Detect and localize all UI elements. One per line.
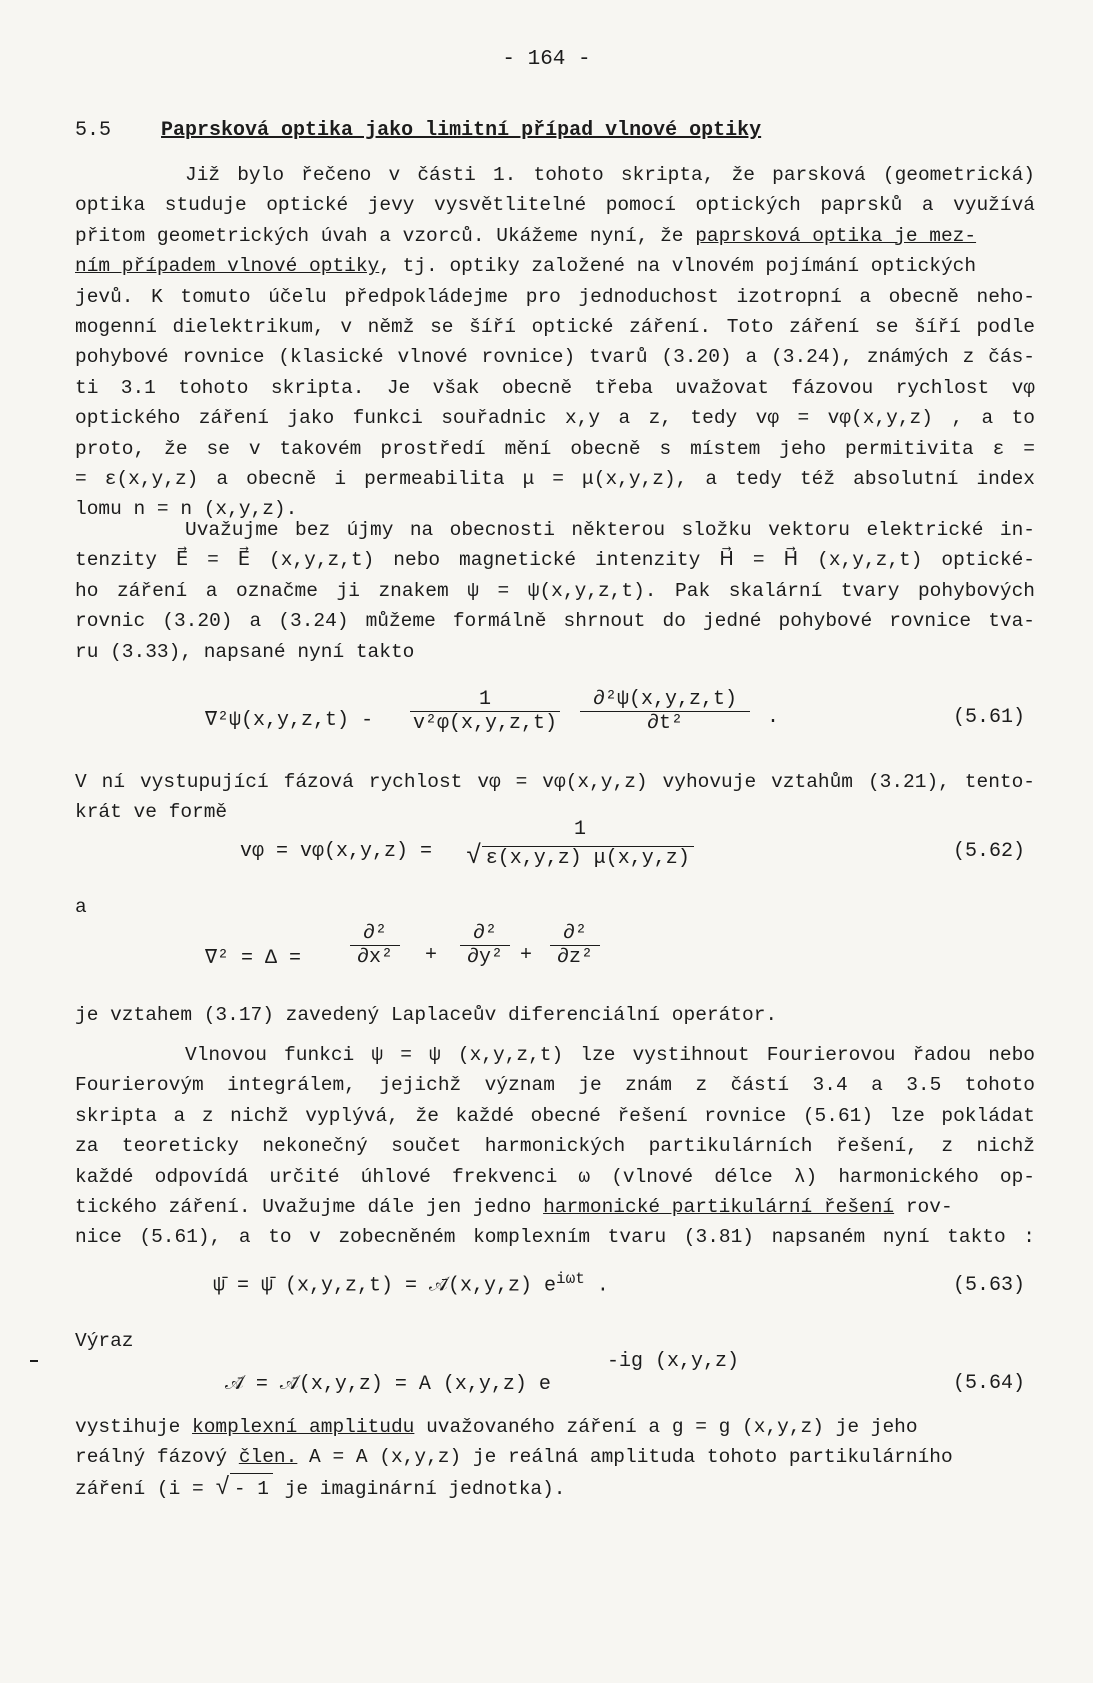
eq-lhs: vφ = vφ(x,y,z) = [240, 840, 433, 863]
eq-term-y [460, 922, 510, 969]
sqrt-icon: √ [466, 841, 482, 871]
eq-numerator: 1 [573, 818, 586, 841]
eq-exponent: -ig (x,y,z) [607, 1350, 740, 1373]
text-line: krát ve formě [75, 801, 228, 824]
text-line: ru (3.33), napsané nyní takto [75, 640, 415, 663]
paragraph-2 [75, 515, 1035, 667]
eq-fraction [455, 818, 705, 871]
text-line: mogenní dielektrikum, v němž se šíří optické záření. Toto záření se šíří podle [75, 316, 1035, 339]
and-label: a [75, 896, 87, 918]
section-title: Paprsková optika jako limitní případ vlnové optiky [161, 119, 762, 142]
text-line: lomu n = n (x,y,z). [75, 498, 298, 521]
text-run: záření (i = [75, 1477, 216, 1500]
paragraph-5 [75, 1040, 1035, 1253]
eq-lhs [213, 1270, 609, 1298]
text-line: je vztahem (3.17) zavedený Laplaceův diferenciální operátor. [75, 1004, 778, 1026]
eq-term-z [550, 922, 600, 969]
text-line: Vlnovou funkci ψ = ψ (x,y,z,t) lze vystihnout Fourierovou řadou nebo [185, 1044, 1035, 1066]
eq-denominator: v²φ(x,y,z,t) [410, 711, 560, 735]
text-line: za teoreticky nekonečný součet harmonických partikulárních řešení, z nichž [75, 1135, 1035, 1158]
eq-dot: . [767, 706, 780, 729]
eq-derivative [580, 688, 750, 735]
text-line [75, 1473, 1035, 1504]
text-line: jevů. K tomuto účelu předpokládejme pro jednoduchost izotropní a obecně neho- [75, 285, 1035, 308]
underlined-term: člen. [238, 1446, 298, 1469]
text-line: ho záření a označme ji znakem ψ = ψ(x,y,z,t). Pak skalární tvary pohybových [75, 579, 1035, 602]
text-line: pohybové rovnice (klasické vlnové rovnice) tvarů (3.20) a (3.24), známých z čás- [75, 346, 1035, 369]
underlined-term: komplexní amplitudu [192, 1416, 415, 1438]
section-heading [75, 119, 761, 142]
equation-5-63 [75, 1262, 1035, 1302]
paragraph-1 [75, 160, 1035, 525]
text-run: rov- [905, 1196, 953, 1219]
eq-term-x [350, 922, 400, 969]
text-run: je imaginární jednotka). [272, 1477, 566, 1500]
underlined-term: harmonické partikulární řešení [543, 1196, 895, 1219]
eq-term-numerator: ∂² [362, 922, 387, 945]
text-line [75, 1412, 1035, 1442]
eq-term-denominator: ∂y² [460, 945, 510, 969]
text-line: každé odpovídá určité úhlové frekvenci ω (vlnové délce λ) harmonického op- [75, 1165, 1035, 1188]
text-line [75, 221, 1035, 251]
text-run: reálný fázový [75, 1446, 239, 1469]
text-run: , tj. optiky založené na vlnovém pojímání optických [379, 255, 977, 278]
eq-fraction [410, 688, 560, 735]
eq-term-denominator: ∂z² [550, 945, 600, 969]
underlined-term: paprsková optika je mez- [695, 224, 977, 247]
eq-radicand: ε(x,y,z) μ(x,y,z) [482, 846, 694, 870]
eq-plus: + [520, 944, 533, 967]
eq-derivative-denominator: ∂t² [580, 711, 750, 735]
equation-laplace [75, 922, 1035, 992]
eq-number: (5.64) [952, 1372, 1025, 1395]
sqrt-radicand: - 1 [230, 1473, 273, 1504]
text-run: A = A (x,y,z) je reálná amplituda tohoto partikulárního [297, 1446, 953, 1469]
equation-5-61 [75, 688, 1035, 758]
text-line: tenzity E⃗ = E⃗ (x,y,z,t) nebo magnetické intenzity H⃗ = H⃗ (x,y,z,t) optické- [75, 549, 1035, 572]
eq-plus: + [425, 944, 438, 967]
text-line: skripta a z nichž vyplývá, že každé obecné řešení rovnice (5.61) lze pokládat [75, 1104, 1035, 1127]
text-line: nice (5.61), a to v zobecněném komplexním tvaru (3.81) napsaném nyní takto : [75, 1226, 1035, 1249]
text-line [75, 1192, 1035, 1222]
text-run: přitom geometrických úvah a vzorců. Ukážeme nyní, že [75, 224, 696, 247]
equation-5-64 [75, 1350, 1035, 1400]
page-number: - 164 - [502, 48, 591, 71]
eq-derivative-numerator: ∂²ψ(x,y,z,t) [592, 688, 738, 711]
text-line [75, 1442, 1035, 1472]
paragraph-6 [75, 1412, 1035, 1504]
eq-number: (5.63) [952, 1274, 1025, 1297]
eq-number: (5.61) [952, 706, 1025, 729]
eq-term-numerator: ∂² [562, 922, 587, 945]
text-run: vystihuje [75, 1416, 193, 1438]
eq-exponent: iωt [555, 1270, 585, 1288]
text-line: ti 3.1 tohoto skripta. Je však obecně třeba uvažovat fázovou rychlost vφ [75, 376, 1035, 399]
section-number: 5.5 [75, 119, 112, 142]
eq-term-denominator: ∂x² [350, 945, 400, 969]
text-line: proto, že se v takovém prostředí mění obecně s místem jeho permitivita ε = [75, 437, 1035, 460]
text-line: optika studuje optické jevy vysvětlitelné pomocí optických paprsků a využívá [75, 194, 1035, 217]
paragraph-4 [75, 1000, 1035, 1030]
eq-term-numerator: ∂² [472, 922, 497, 945]
underlined-term: ním případem vlnové optiky [75, 255, 380, 278]
text-line: = ε(x,y,z) a obecně i permeabilita μ = μ(x,y,z), a tedy též absolutní index [75, 468, 1035, 491]
text-line: rovnic (3.20) a (3.24) můžeme formálně shrnout do jedné pohybové rovnice tva- [75, 610, 1035, 633]
text-line: optického záření jako funkci souřadnic x,y a z, tedy vφ = vφ(x,y,z) , a to [75, 407, 1035, 430]
sqrt-icon: √ [215, 1474, 230, 1502]
vyraz-label: Výraz [75, 1330, 134, 1352]
eq-denominator [455, 841, 705, 871]
equation-5-62 [75, 818, 1035, 888]
eq-lhs: 𝒜̄ = 𝒜̄(x,y,z) = A (x,y,z) e [225, 1373, 551, 1396]
eq-lhs-text: ψ̄ = ψ̄ (x,y,z,t) = 𝒜̄(x,y,z) e [213, 1274, 556, 1298]
text-line: Fourierovým integrálem, jejichž význam je znám z částí 3.4 a 3.5 tohoto [75, 1074, 1035, 1097]
eq-numerator: 1 [478, 688, 491, 711]
text-line: Uvažujme bez újmy na obecnosti některou složku vektoru elektrické in- [185, 519, 1035, 541]
text-line: Již bylo řečeno v části 1. tohoto skripta, že parsková (geometrická) [185, 164, 1035, 186]
eq-lhs: ∇² = Δ = [205, 947, 302, 970]
margin-mark [30, 1360, 38, 1362]
text-line [75, 251, 1035, 281]
text-run: tického záření. Uvažujme dále jen jedno [75, 1196, 544, 1219]
eq-lhs: ∇²ψ(x,y,z,t) - [205, 709, 374, 732]
text-run: uvažovaného záření a g = g (x,y,z) je jeho [414, 1416, 918, 1438]
eq-tail: . [596, 1274, 609, 1298]
eq-number: (5.62) [952, 840, 1025, 863]
text-line: V ní vystupující fázová rychlost vφ = vφ(x,y,z) vyhovuje vztahům (3.21), tento- [75, 771, 1035, 793]
